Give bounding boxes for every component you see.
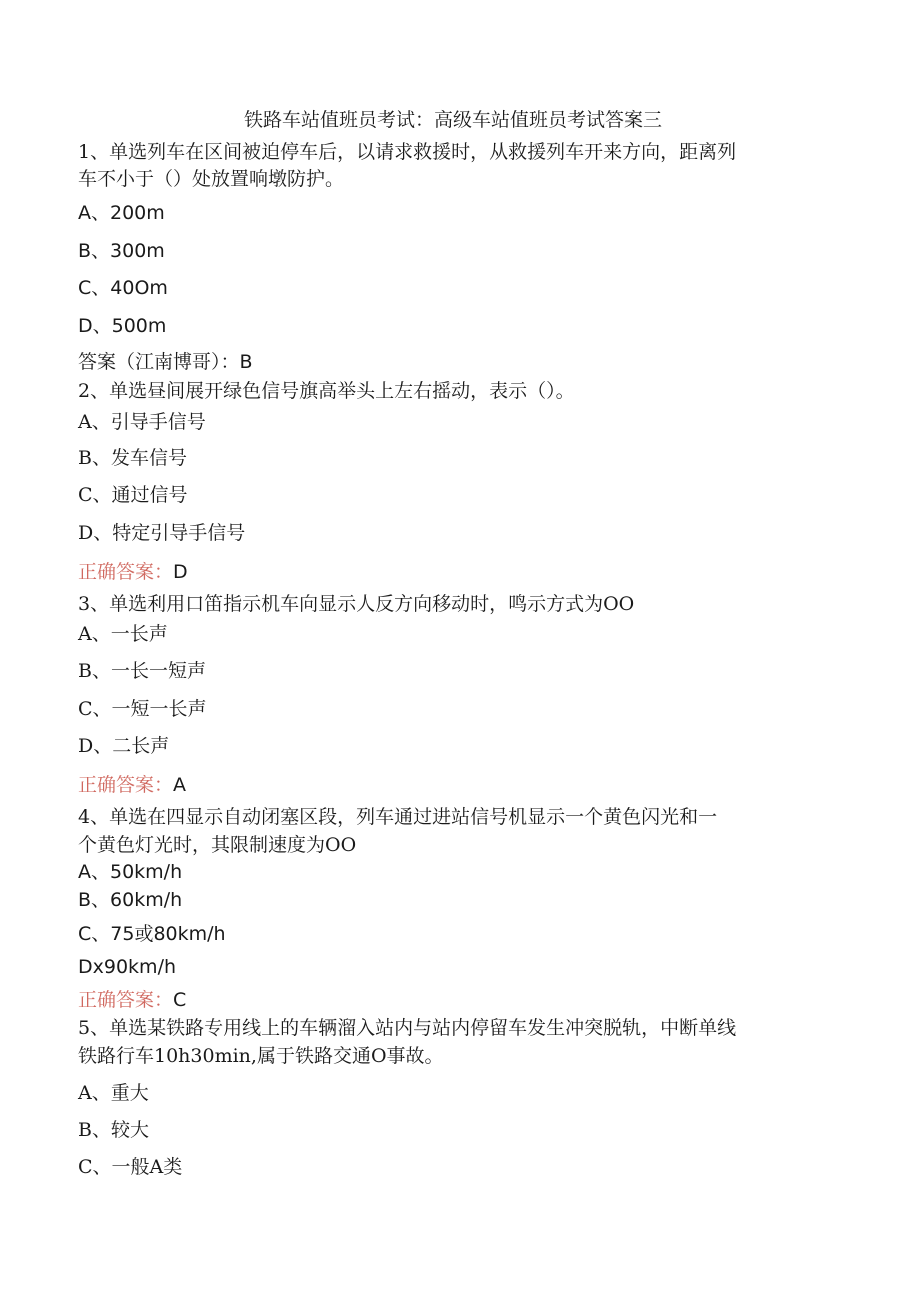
- question-3-option-c: C、一短一长声: [78, 698, 207, 720]
- question-1-option-b: B、300m: [78, 240, 165, 262]
- question-2-answer: [78, 560, 188, 584]
- question-1-stem-line-2: 车不小于（）处放置响墩防护。: [78, 168, 345, 190]
- page-title: 铁路车站值班员考试：高级车站值班员考试答案三: [243, 109, 662, 131]
- question-2-option-b: B、发车信号: [78, 447, 187, 469]
- question-1-stem-line-1: 1、单选列车在区间被迫停车后，以请求救援时，从救援列车开来方向，距离列: [78, 141, 737, 163]
- question-2-option-a: A、引导手信号: [78, 411, 206, 433]
- question-2-option-d: D、特定引导手信号: [78, 522, 246, 544]
- answer-value: A: [173, 774, 187, 796]
- question-1-option-d: D、500m: [78, 315, 167, 337]
- question-4-option-d: Dx90km∕h: [78, 956, 177, 978]
- answer-value: C: [173, 989, 187, 1011]
- answer-label: 正确答案：: [78, 774, 174, 796]
- question-3-option-b: B、一长一短声: [78, 660, 206, 682]
- question-1-option-c: C、40Om: [78, 277, 168, 299]
- question-5-option-c: C、一般A类: [78, 1156, 183, 1178]
- question-4-answer: [78, 988, 186, 1012]
- question-3-answer: [78, 773, 186, 797]
- question-4-stem-line-1: 4、单选在四显示自动闭塞区段，列车通过进站信号机显示一个黄色闪光和一: [78, 806, 718, 828]
- question-4-stem-line-2: 个黄色灯光时，其限制速度为OO: [78, 834, 357, 856]
- question-5-stem-line-1: 5、单选某铁路专用线上的车辆溜入站内与站内停留车发生冲突脱轨，中断单线: [78, 1017, 737, 1039]
- question-3-option-d: D、二长声: [78, 735, 170, 757]
- question-2-stem-line-1: 2、单选昼间展开绿色信号旗高举头上左右摇动，表示（）。: [78, 380, 575, 402]
- answer-label: 正确答案：: [78, 989, 174, 1011]
- question-4-option-c: C、75或80km∕h: [78, 923, 226, 945]
- question-5-option-a: A、重大: [78, 1082, 149, 1104]
- question-2-option-c: C、通过信号: [78, 484, 188, 506]
- question-4-option-b: B、60km∕h: [78, 889, 183, 911]
- answer-label: 正确答案：: [78, 561, 174, 583]
- question-1-answer: [78, 350, 253, 374]
- question-3-stem-line-1: 3、单选利用口笛指示机车向显示人反方向移动时，鸣示方式为OO: [78, 593, 635, 615]
- answer-label: 答案（江南博哥）：: [78, 351, 240, 373]
- question-1-option-a: A、200m: [78, 202, 165, 224]
- question-3-option-a: A、一长声: [78, 623, 168, 645]
- question-4-option-a: A、50km∕h: [78, 861, 183, 883]
- question-5-stem-line-2: 铁路行车10h30min,属于铁路交通O事故。: [78, 1045, 444, 1067]
- answer-value: D: [173, 561, 188, 583]
- question-5-option-b: B、较大: [78, 1119, 149, 1141]
- answer-value: B: [239, 351, 253, 373]
